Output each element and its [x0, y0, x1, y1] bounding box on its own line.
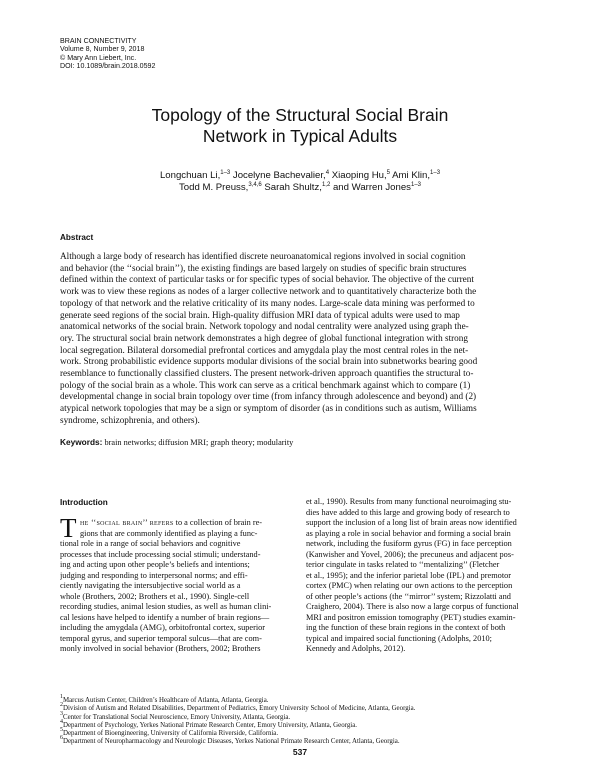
footnote-text: Department of Neuropharmacology and Neurologic Diseases, Yerkes National Primate Research Center, Atlanta, Georgia.: [63, 738, 400, 746]
journal-volume: Volume 8, Number 9, 2018: [60, 45, 145, 54]
article-title: [60, 105, 540, 147]
footnote-text: Department of Bioengineering, University of California Riverside, California.: [63, 730, 279, 738]
footnote-text: Center for Translational Social Neuroscience, Emory University, Atlanta, Georgia.: [63, 713, 291, 721]
footnote: [60, 710, 415, 722]
abstract-line: and behavior (the ‘‘social brain’’), the existing findings are based largely on studies of specific brain structures: [60, 262, 467, 273]
footnote-number: 5: [60, 727, 63, 734]
body-line: temporal gyrus, and superior temporal sulcus—that are com-: [60, 633, 262, 643]
body-line: as playing a role in social behavior and forming a social brain: [306, 528, 511, 538]
abstract-line: anatomical networks of the social brain. Network topology and nodal centrality were analyzed using graph the-: [60, 321, 469, 332]
drop-cap: T: [60, 513, 77, 543]
author-name: Ami Klin,: [390, 170, 431, 181]
abstract-line: defined within the context of particular tasks or for specific types of social behavior. The objective of the current: [60, 274, 474, 285]
abstract-heading: Abstract: [60, 233, 94, 242]
doi-line: DOI: 10.1089/brain.2018.0592: [60, 62, 156, 71]
body-line: cortex (PMC) when relating our own actions to the perception: [306, 581, 513, 590]
author-name: and Warren Jones: [330, 181, 411, 193]
page-number: 537: [292, 747, 308, 757]
footnote: [60, 718, 415, 730]
body-line: cal lesions have helped to identify a number of brain regions—: [60, 612, 270, 622]
footnote: [60, 735, 415, 746]
author-name: Todd M. Preuss,: [178, 181, 249, 193]
author-affiliation: 1–3: [410, 181, 421, 188]
body-line: judging and responding to interpersonal norms; and effi-: [60, 570, 248, 580]
title-line-2: Network in Typical Adults: [202, 126, 398, 146]
body-line: ing and acting upon other people’s beliefs and intentions;: [60, 560, 250, 569]
body-line: including the amygdala (AMG), orbitofrontal cortex, superior: [60, 623, 266, 632]
footnote-number: 4: [60, 718, 63, 725]
abstract-line: Although a large body of research has identified discrete neuroanatomical regions involved in social cognition: [60, 251, 466, 261]
body-line: (Kanwisher and Yovel, 2006); the precuneus and adjacent pos-: [306, 549, 514, 559]
abstract-line: syndrome, schizophrenia, and others).: [60, 414, 200, 425]
body-line: et al., 1990). Results from many functional neuroimaging stu-: [306, 497, 512, 506]
footnote: [60, 702, 416, 713]
author-affiliation: 3,4,6: [248, 181, 262, 188]
abstract-line: work. Strong probabilistic evidence supports modular divisions of the social brain into subnetworks bearing good: [60, 356, 478, 367]
keywords: [60, 437, 293, 447]
body-line: dies have added to this large and growing body of research to: [306, 507, 510, 517]
body-line: MRI and positron emission tomography (PET) studies examin-: [306, 612, 516, 622]
author-name: Sarah Shultz,: [261, 181, 322, 193]
left-column: [60, 513, 294, 655]
journal-name: BRAIN CONNECTIVITY: [60, 37, 137, 45]
footnote-number: 3: [60, 710, 63, 717]
keywords-label: Keywords:: [60, 437, 103, 447]
abstract-line: developmental change in social brain topology over time (from infancy through adolescence and beyond) and (2): [60, 391, 477, 402]
intro-smallcaps-lead: he ‘‘social brain’’ refers: [80, 518, 174, 527]
footnote-number: 2: [60, 702, 63, 709]
author-affiliation: 4: [325, 170, 330, 176]
affiliation-footnotes: [60, 694, 416, 747]
body-line: recording studies, animal lesion studies, as well as human clini-: [60, 602, 272, 611]
introduction-heading: Introduction: [60, 498, 108, 507]
footnote-number: 6: [60, 735, 63, 742]
body-line: et al., 1995); and the inferior parietal lobe (IPL) and premotor: [306, 570, 512, 580]
author-name: Jocelyne Bachevalier,: [230, 170, 326, 181]
body-line: support the inclusion of a long list of brain areas now identified: [306, 518, 517, 527]
body-line: Craighero, 2004). There is also now a large corpus of functional: [306, 602, 519, 611]
footnote-text: Division of Autism and Related Disabilities, Department of Pediatrics, Emory University School of Medicine, Atlanta, Georgia.: [63, 705, 416, 713]
body-line: monly involved in social behavior (Brothers, 2002; Brothers: [60, 644, 261, 653]
author-name: Xiaoping Hu,: [329, 170, 387, 181]
author-affiliation: 1,2: [321, 181, 331, 188]
abstract-line: pology of the social brain as a whole. This work can serve as a critical benchmark against which to compare (1): [60, 379, 471, 390]
abstract-line: work was to view these regions as nodes of a larger collective network and to quantitatively characterize both the: [60, 286, 477, 297]
footnote-text: Marcus Autism Center, Children’s Healthcare of Atlanta, Atlanta, Georgia.: [63, 697, 269, 704]
footnote-number: 1: [60, 694, 63, 700]
author-list: [60, 170, 540, 193]
abstract-body: [60, 251, 541, 427]
body-line: ing the function of these brain regions in the context of both: [306, 623, 506, 632]
body-line: network, including the fusiform gyrus (FG) in face perception: [306, 539, 512, 548]
body-line: gions that are commonly identified as playing a func-: [80, 528, 258, 538]
body-line: terior cingulate in tasks related to ‘‘mentalizing’’ (Fletcher: [306, 560, 500, 569]
author-name: Longchuan Li,: [159, 170, 221, 181]
journal-header: [60, 37, 155, 71]
intro-first-line-rest: to a collection of brain re-: [173, 518, 263, 527]
right-column: [306, 497, 541, 655]
abstract-line: ory. The structural social brain network demonstrates a high degree of global functional integration with strong: [60, 332, 468, 343]
author-affiliation: 1–3: [220, 170, 231, 176]
abstract-line: local segregation. Bilateral dorsomedial prefrontal cortices and amygdala play the most central roles in the net-: [60, 344, 469, 355]
title-line-1: Topology of the Structural Social Brain: [151, 105, 449, 125]
abstract-line: generate seed regions of the social brain. High-quality diffusion MRI data of typical adults were used to map: [60, 309, 460, 320]
body-line: typical and impaired social functioning (Adolphs, 2010;: [306, 633, 492, 643]
keywords-text: brain networks; diffusion MRI; graph theory; modularity: [102, 438, 294, 447]
author-line-2: [60, 182, 540, 194]
intro-first-line: [60, 518, 294, 529]
author-affiliation: 1–3: [430, 170, 441, 176]
body-line: whole (Brothers, 2002; Brothers et al., 1990). Single-cell: [60, 591, 250, 601]
author-affiliation: 5: [386, 170, 391, 176]
body-line: tional role in a range of social behaviors and cognitive: [60, 539, 241, 548]
author-line-1: [60, 170, 540, 182]
body-line: Kennedy and Adolphs, 2012).: [306, 644, 406, 653]
copyright-line: © Mary Ann Liebert, Inc.: [60, 53, 137, 62]
body-line: ciently navigating the intersubjective social world as a: [60, 581, 241, 590]
body-line: of other people’s actions (the ‘‘mirror’’ system; Rizzolatti and: [306, 591, 511, 601]
footnote-text: Department of Psychology, Yerkes National Primate Research Center, Emory University, Atlanta, Georgia.: [63, 721, 357, 729]
body-line: processes that include processing social stimuli; understand-: [60, 549, 261, 559]
abstract-line: resemblance to functionally classified clusters. The present network-driven approach quantifies the structural to-: [60, 368, 474, 379]
abstract-line: atypical network topologies that may be a sign or symptom of disorder (as in conditions such as autism, Williams: [60, 403, 477, 414]
abstract-line: topology of that network and the relative criticality of its many nodes. Large-scale data mining was performed to: [60, 297, 475, 308]
